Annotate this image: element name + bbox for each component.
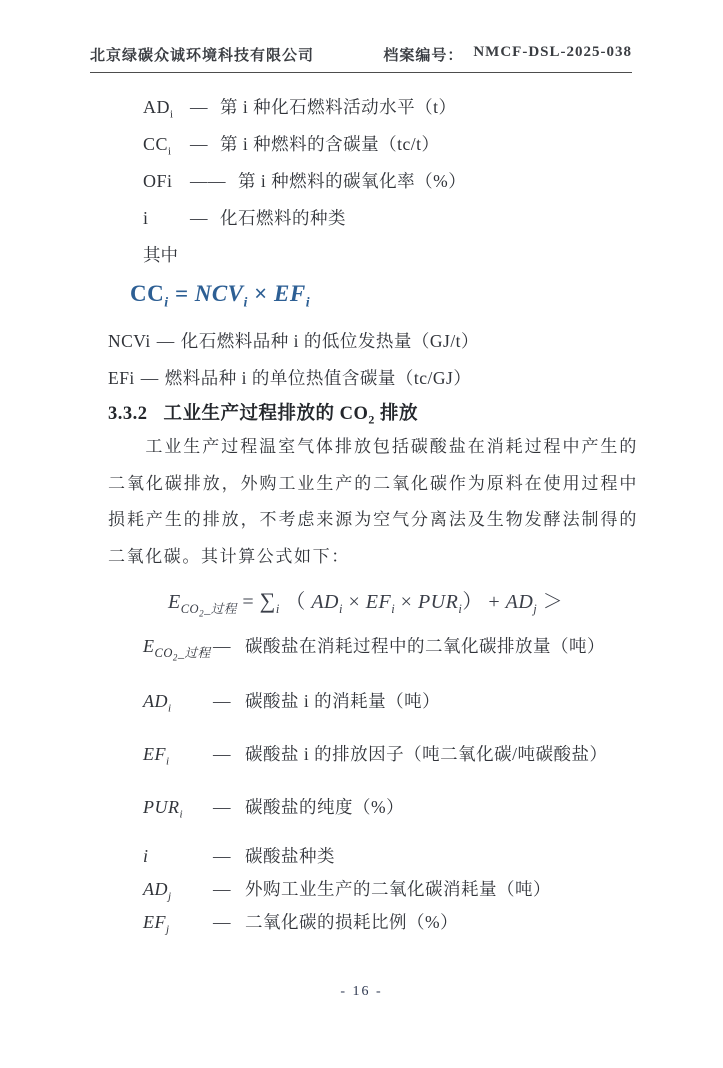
body-paragraph: 工业生产过程温室气体排放包括碳酸盐在消耗过程中产生的二氧化碳排放，外购工业生产的二氧化碳作为原料在使用过程中损耗产生的排放，不考虑来源为空气分离法及生物发酵法制得的二氧化碳。其计算公式如下： xyxy=(108,437,638,566)
definition-desc: 燃料品种 i 的单位热值含碳量（tc/GJ） xyxy=(164,368,472,388)
definition-term: $PUR_i$ xyxy=(143,797,184,821)
definition-term: $AD_j$ xyxy=(143,879,172,903)
definition-row-cci xyxy=(143,126,638,163)
definition-row-puri xyxy=(143,789,638,825)
among-label: 其中 xyxy=(143,245,178,265)
section-title: 工业生产过程排放的 $CO_2$ 排放 xyxy=(163,404,419,427)
definition-row-e-process xyxy=(143,628,638,664)
definition-desc: 二氧化碳的损耗比例（%） xyxy=(245,912,459,932)
definition-dash: — xyxy=(213,912,231,932)
definition-dash: — xyxy=(213,846,231,866)
definition-term: NCVi xyxy=(108,331,151,351)
definition-row-ofi xyxy=(143,163,638,200)
definition-dash: — xyxy=(213,636,231,656)
definition-desc: 碳酸盐 i 的排放因子（吨二氧化碳/吨碳酸盐） xyxy=(245,744,608,764)
definition-term: $AD_i$ xyxy=(143,691,172,715)
archive-label: 档案编号： xyxy=(383,48,464,64)
definition-term: $CC_i$ xyxy=(143,134,172,158)
definition-dash: — xyxy=(190,134,208,154)
definition-desc: 第 i 种燃料的碳氧化率（%） xyxy=(238,171,467,191)
definition-row-efj xyxy=(143,906,638,939)
process-emission-formula: $E_{CO_2\_过程} = \sum_i$ （ $AD_i \times EF_i \times PUR_i) + AD_j$ ＞ xyxy=(168,588,564,619)
archive-number-group xyxy=(383,44,632,65)
definition-dash: — xyxy=(213,797,231,817)
archive-number: NMCF-DSL-2025-038 xyxy=(473,44,632,60)
definition-row-i xyxy=(143,200,638,237)
definition-row-adi xyxy=(143,683,638,719)
definition-desc: 第 i 种化石燃料活动水平（t） xyxy=(220,97,457,117)
definition-row-i xyxy=(143,840,638,873)
definition-term: $AD_i$ xyxy=(143,97,174,121)
definition-dash: —— xyxy=(190,171,226,191)
definition-dash: — xyxy=(190,208,208,228)
section-number: 3.3.2 xyxy=(108,404,148,424)
definition-desc: 外购工业生产的二氧化碳消耗量（吨） xyxy=(245,879,551,899)
definition-dash: — xyxy=(156,331,175,351)
definition-term: OFi xyxy=(143,171,173,191)
company-name: 北京绿碳众诚环境科技有限公司 xyxy=(90,48,315,64)
definition-desc: 化石燃料的种类 xyxy=(220,208,346,228)
page-body xyxy=(108,89,638,939)
definition-row-efi xyxy=(143,736,638,772)
definition-desc: 碳酸盐种类 xyxy=(245,846,335,866)
carbonate-definitions-list xyxy=(108,628,638,939)
definition-term: $E_{CO_2\_过程}$ xyxy=(143,636,211,663)
definition-desc: 碳酸盐的纯度（%） xyxy=(245,797,405,817)
ef-definition-row xyxy=(108,360,638,397)
document-page xyxy=(0,44,723,1068)
page-number: - 16 - xyxy=(340,984,383,999)
definition-dash: — xyxy=(213,879,231,899)
definition-desc: 碳酸盐在消耗过程中的二氧化碳排放量（吨） xyxy=(245,636,605,656)
definition-dash: — xyxy=(213,691,231,711)
definition-dash: — xyxy=(213,744,231,764)
definition-desc: 碳酸盐 i 的消耗量（吨） xyxy=(245,691,441,711)
page-header xyxy=(90,44,632,73)
definition-dash: — xyxy=(190,97,208,117)
definition-desc: 第 i 种燃料的含碳量（tc/t） xyxy=(220,134,440,154)
definition-row-adi xyxy=(143,89,638,126)
ncv-definition-row xyxy=(108,323,638,360)
definition-term: i xyxy=(143,208,149,228)
section-heading xyxy=(108,399,638,429)
carbon-content-formula: $CC_i = NCV_i \times EF_i$ xyxy=(130,281,311,311)
definition-row-adj xyxy=(143,873,638,906)
definition-term: i xyxy=(143,846,149,866)
fuel-definitions-list xyxy=(108,89,638,237)
definition-term: $EF_i$ xyxy=(143,744,170,768)
definition-term: EFi xyxy=(108,368,135,388)
definition-term: $EF_j$ xyxy=(143,912,170,936)
definition-dash: — xyxy=(140,368,159,388)
definition-desc: 化石燃料品种 i 的低位发热量（GJ/t） xyxy=(180,331,480,351)
